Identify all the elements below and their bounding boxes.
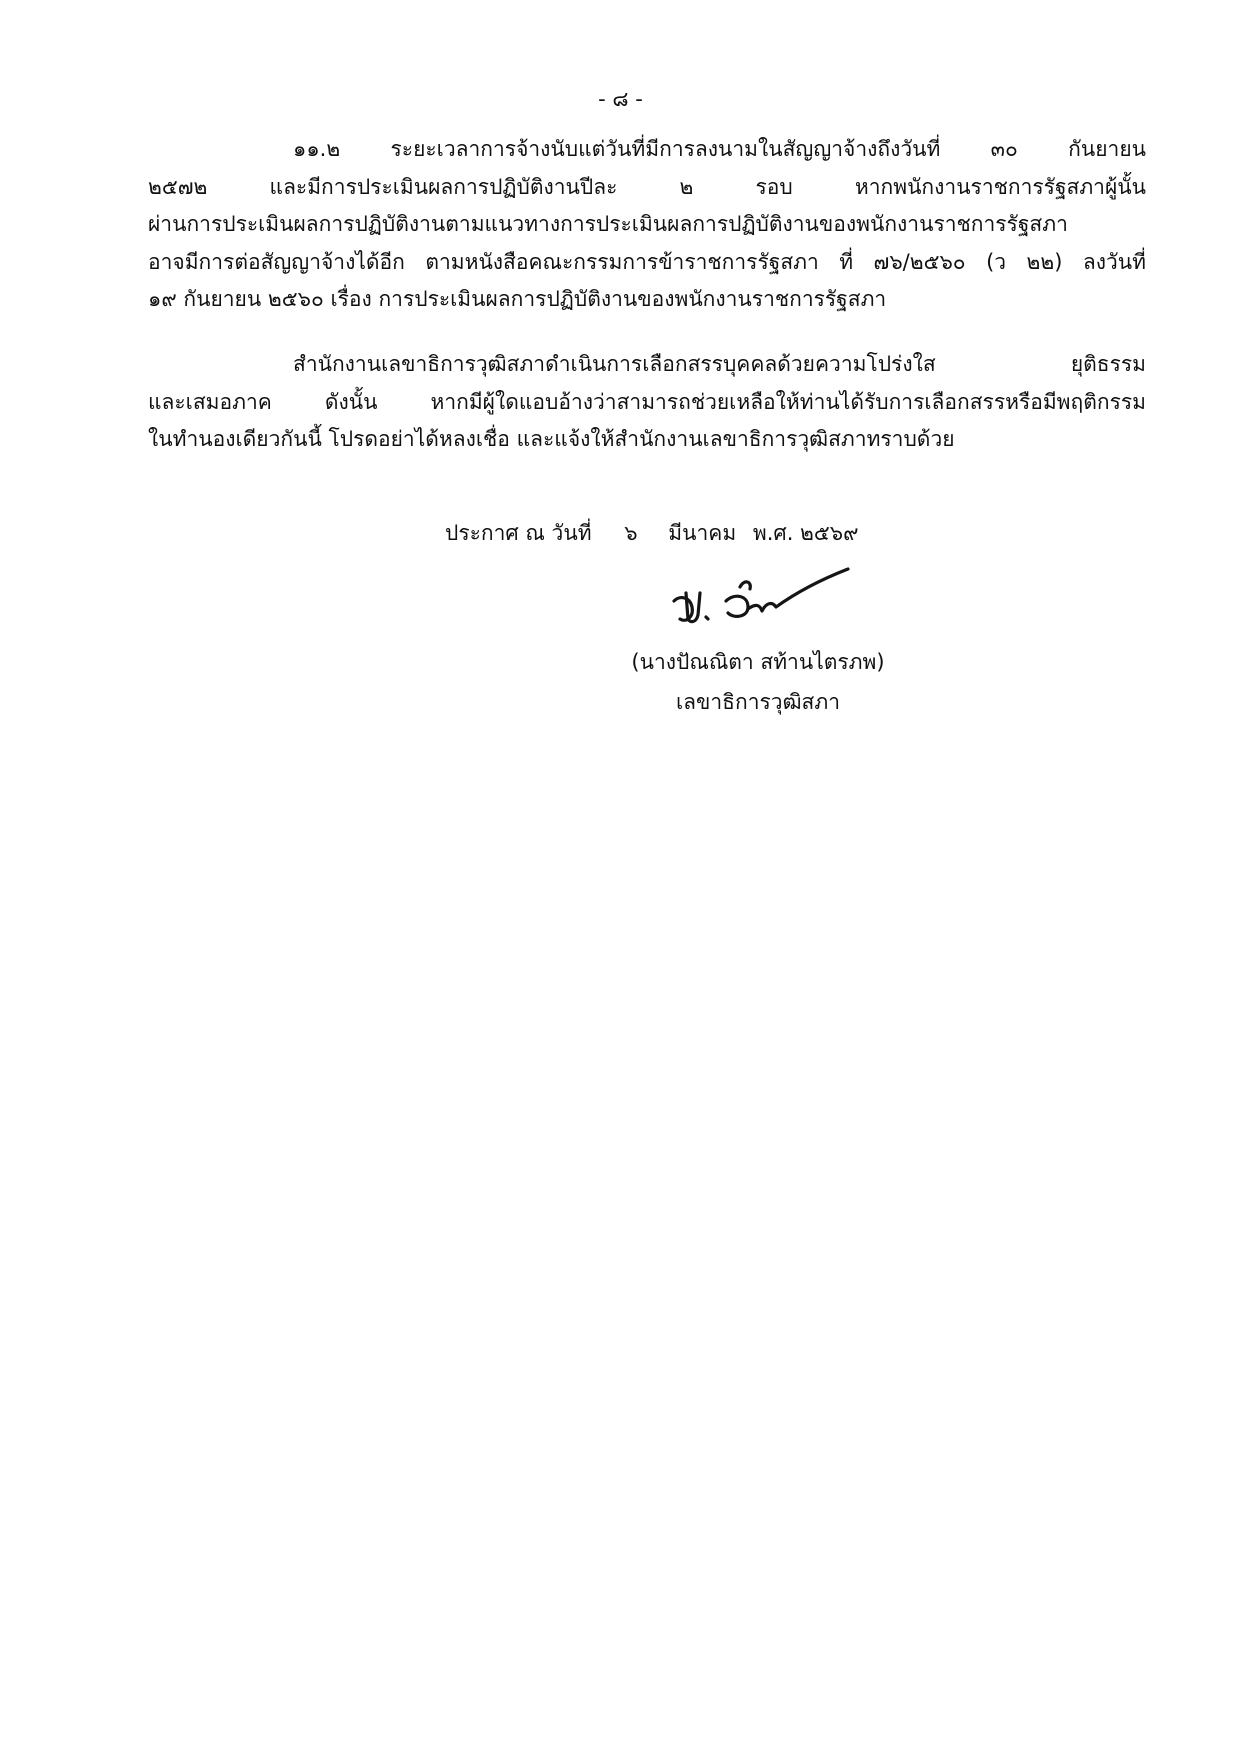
signer-title: เลขาธิการวุฒิสภา [675,690,840,714]
paragraph-employment-period [148,131,1146,319]
paragraph-line: ในทำนองเดียวกันนี้ โปรดอย่าได้หลงเชื่อ และแจ้งให้สำนักงานเลขาธิการวุฒิสภาทราบด้วย [148,427,955,451]
paragraph-line: อาจมีการต่อสัญญาจ้างได้อีก ตามหนังสือคณะกรรมการข้าราชการรัฐสภา ที่ ๗๖/๒๕๖๐ (ว ๒๒) ลงวันที่ [148,249,1146,274]
paragraph-line: ๑๙ กันยายน ๒๕๖๐ เรื่อง การประเมินผลการปฏิบัติงานของพนักงานราชการรัฐสภา [148,287,887,311]
announcement-day: ๖ [624,521,638,545]
announcement-month: มีนาคม [668,521,737,545]
announcement-date [445,517,859,549]
signer-name: (นางปัณณิตา สท้านไตรภพ) [631,650,885,674]
announcement-year: พ.ศ. ๒๕๖๙ [752,521,859,545]
handwritten-signature [640,557,870,639]
announcement-label: ประกาศ ณ วันที่ [445,521,592,545]
paragraph-line: ๒๕๗๒ และมีการประเมินผลการปฏิบัติงานปีละ ๒ รอบ หากพนักงานราชการรัฐสภาผู้นั้น [148,174,1146,199]
paragraph-transparency-notice [148,346,1146,459]
paragraph-line: สำนักงานเลขาธิการวุฒิสภาดำเนินการเลือกสรรบุคคลด้วยความโปร่งใส ยุติธรรม [293,352,1146,376]
paragraph-line: และเสมอภาค ดังนั้น หากมีผู้ใดแอบอ้างว่าสามารถช่วยเหลือให้ท่านได้รับการเลือกสรรหรือมีพฤติกรรม [148,389,1146,414]
page-number: - ๘ - [598,87,643,111]
paragraph-line: ผ่านการประเมินผลการปฏิบัติงานตามแนวทางการประเมินผลการปฏิบัติงานของพนักงานราชการรัฐสภา [148,212,1068,236]
paragraph-line: ๑๑.๒ ระยะเวลาการจ้างนับแต่วันที่มีการลงนามในสัญญาจ้างถึงวันที่ ๓๐ กันยายน [293,137,1146,161]
